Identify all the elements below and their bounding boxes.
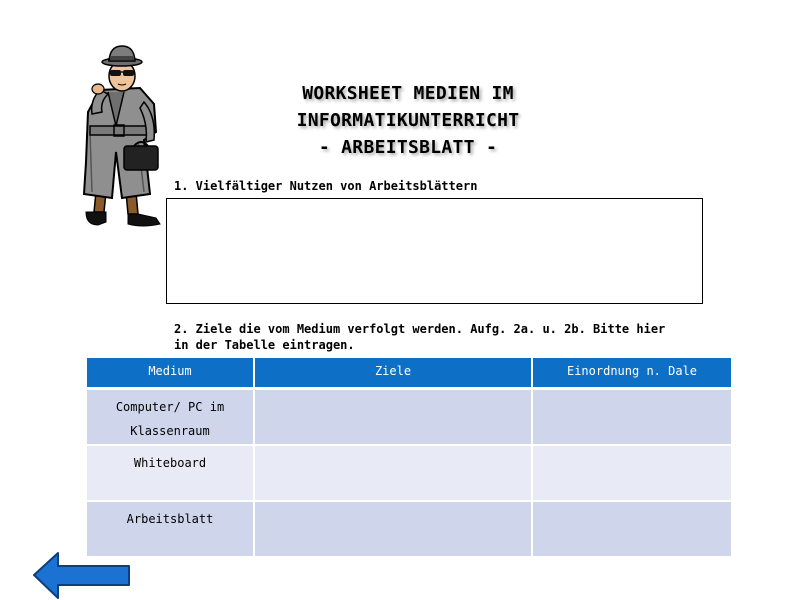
question-2-line-1: 2. Ziele die vom Medium verfolgt werden. Aufg. 2a. u. 2b. Bitte hier bbox=[174, 322, 666, 336]
einordnung-cell[interactable] bbox=[532, 445, 732, 501]
page-title bbox=[270, 80, 546, 161]
medium-text: Arbeitsblatt bbox=[126, 512, 214, 526]
table-header-row bbox=[86, 357, 732, 388]
einordnung-cell[interactable] bbox=[532, 388, 732, 445]
title-line-2: INFORMATIKUNTERRICHT bbox=[296, 110, 520, 131]
question-2-label bbox=[174, 321, 714, 353]
table-row bbox=[86, 445, 732, 501]
header-ziele: Ziele bbox=[254, 357, 532, 388]
medium-text: Whiteboard bbox=[133, 456, 207, 470]
medium-cell bbox=[86, 501, 254, 557]
title-line-1: WORKSHEET MEDIEN IM bbox=[302, 83, 514, 104]
title-line-3: - ARBEITSBLATT - bbox=[318, 137, 498, 158]
medium-cell bbox=[86, 388, 254, 445]
detective-icon bbox=[78, 42, 170, 232]
table-row bbox=[86, 388, 732, 445]
header-medium: Medium bbox=[86, 357, 254, 388]
einordnung-cell[interactable] bbox=[532, 501, 732, 557]
answer-1-field[interactable] bbox=[166, 198, 703, 304]
table-row bbox=[86, 501, 732, 557]
ziele-cell[interactable] bbox=[254, 388, 532, 445]
medium-cell bbox=[86, 445, 254, 501]
medium-text: Computer/ PC im bbox=[115, 399, 225, 414]
back-arrow-icon[interactable] bbox=[32, 551, 132, 600]
header-einordnung: Einordnung n. Dale bbox=[532, 357, 732, 388]
ziele-cell[interactable] bbox=[254, 445, 532, 501]
question-2-line-2: in der Tabelle eintragen. bbox=[174, 338, 355, 352]
ziele-cell[interactable] bbox=[254, 501, 532, 557]
medium-text: Klassenraum bbox=[130, 423, 210, 438]
media-table bbox=[85, 356, 733, 558]
question-1-label: 1. Vielfältiger Nutzen von Arbeitsblättern bbox=[174, 179, 478, 193]
